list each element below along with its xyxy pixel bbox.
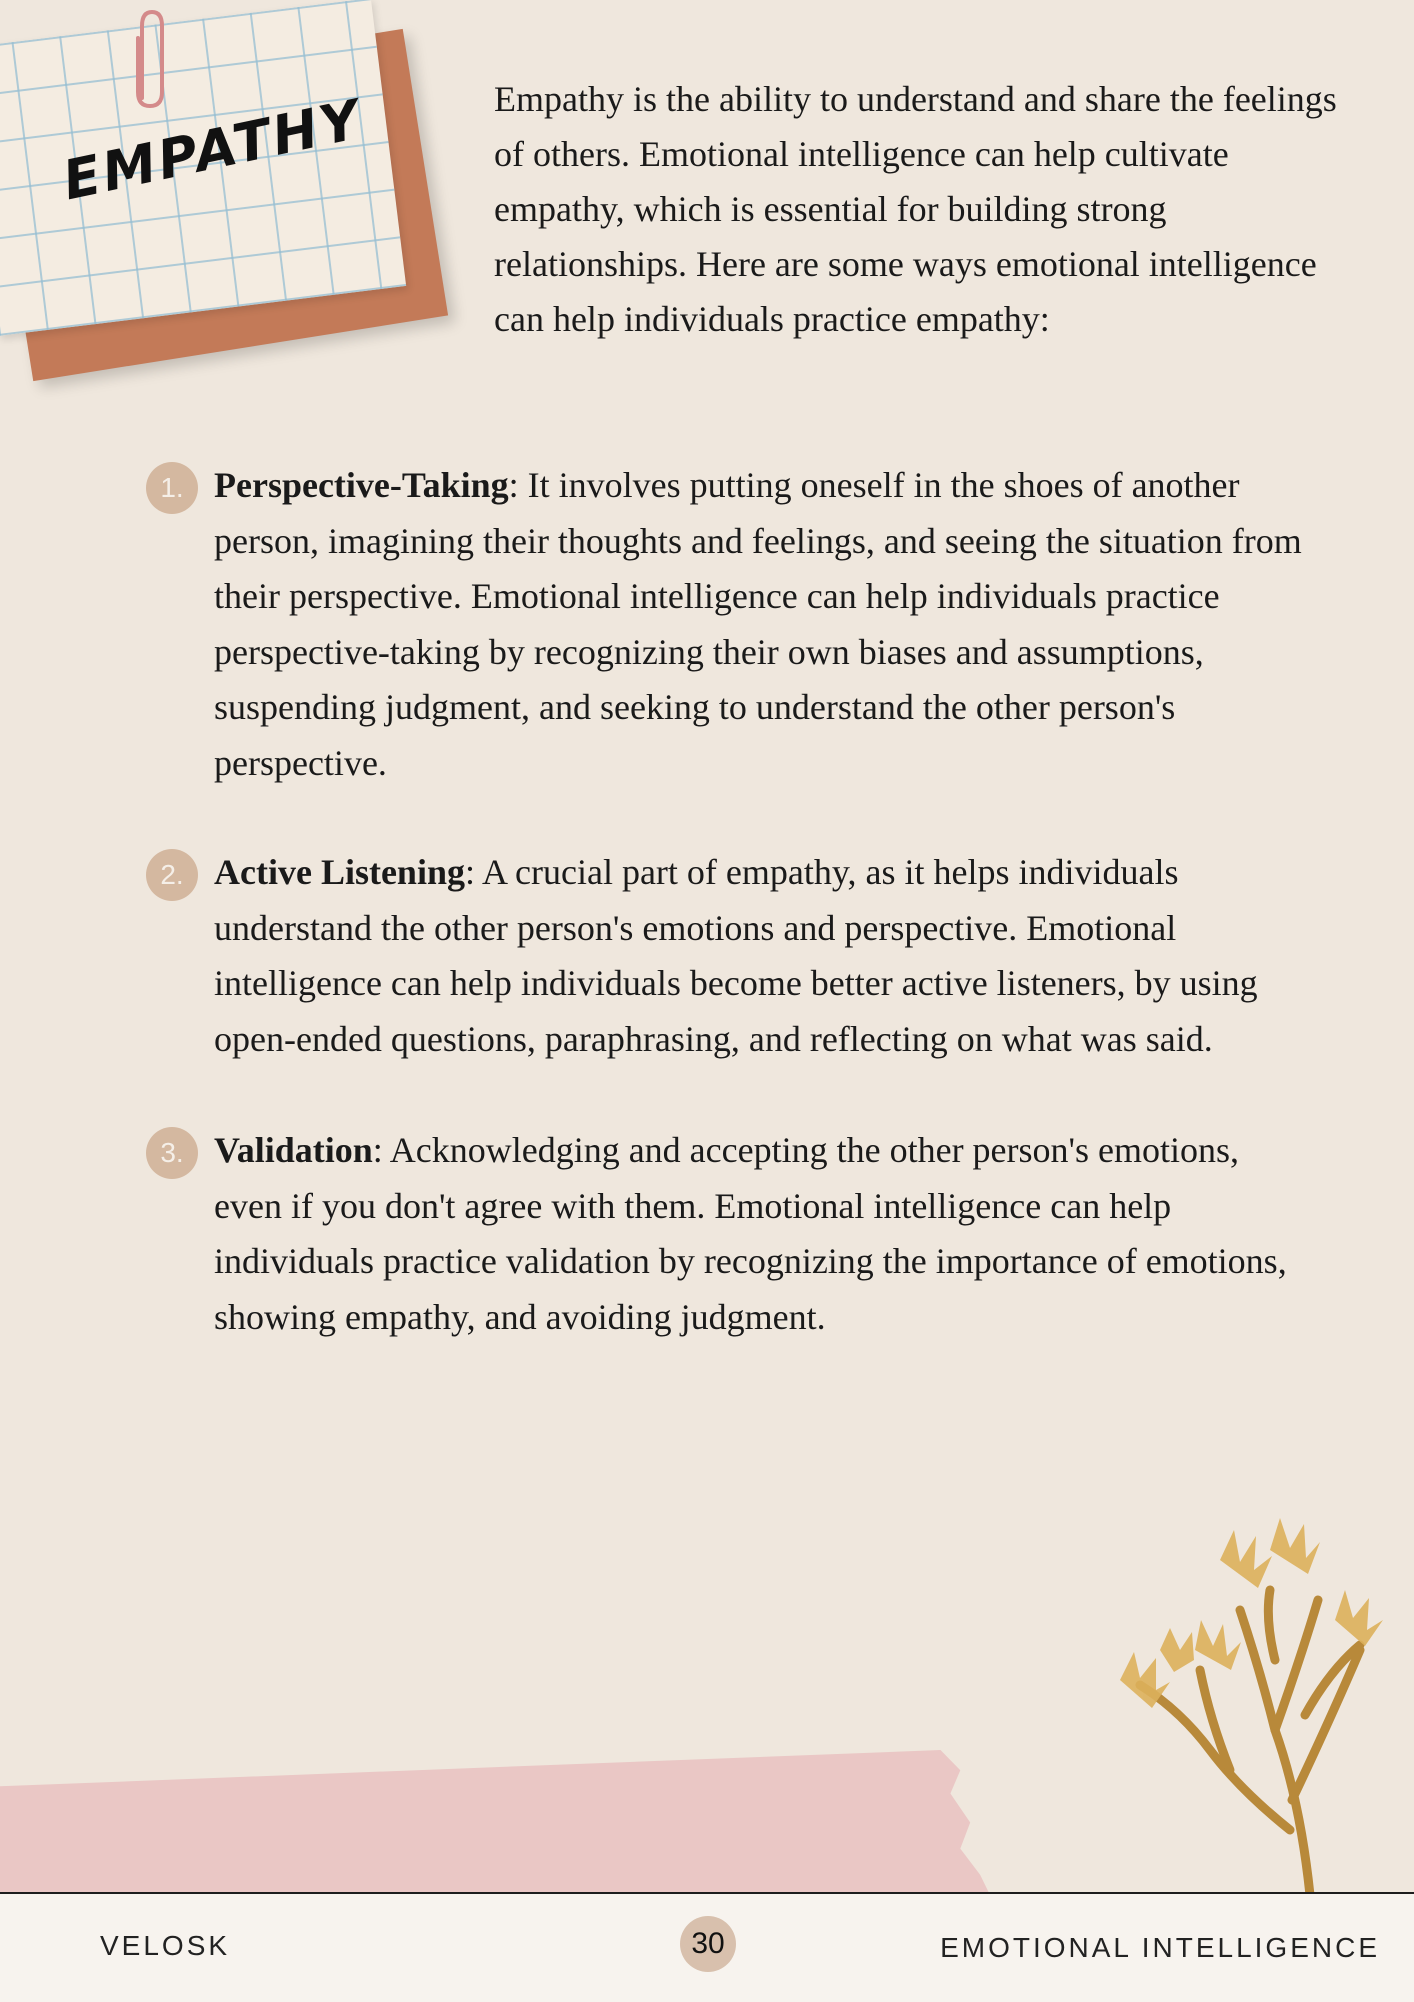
list-item [146, 458, 1306, 791]
item-text [214, 458, 1306, 791]
item-term: Active Listening [214, 852, 465, 892]
paperclip-icon [132, 8, 166, 112]
item-number-badge: 3. [146, 1127, 198, 1179]
list-item [146, 845, 1306, 1067]
item-number-badge: 2. [146, 849, 198, 901]
page-number-badge: 30 [680, 1916, 736, 1972]
decorative-washi-tape [0, 1750, 990, 1895]
empathy-sticky-note [0, 0, 440, 400]
flower-illustration [1060, 1500, 1414, 1895]
item-description: : A crucial part of empathy, as it helps individuals understand the other person's emotions and perspective. Emotional intelligence can help individuals become better active listeners, by using open-ended questions, paraphrasing, and reflecting on what was said. [214, 852, 1258, 1059]
list-item [146, 1123, 1306, 1345]
footer-section-title: EMOTIONAL INTELLIGENCE [940, 1932, 1380, 1963]
item-description: : Acknowledging and accepting the other person's emotions, even if you don't agree with them. Emotional intelligence can help individuals practice validation by recognizing the importance of emotions, showing empathy, and avoiding judgment. [214, 1130, 1287, 1337]
intro-paragraph: Empathy is the ability to understand and share the feelings of others. Emotional intelligence can help cultivate empathy, which is essential for building strong relationships. Here are some ways emotional intelligence can help individuals practice empathy: [494, 79, 1337, 339]
item-text [214, 1123, 1306, 1345]
item-text [214, 845, 1306, 1067]
item-description: : It involves putting oneself in the shoes of another person, imagining their thoughts and feelings, and seeing the situation from their perspective. Emotional intelligence can help individuals practice perspective-taking by recognizing their own biases and assumptions, suspending judgment, and seeking to understand the other person's perspective. [214, 465, 1302, 783]
item-term: Perspective-Taking [214, 465, 509, 505]
item-number-badge: 1. [146, 462, 198, 514]
empathy-practice-list [146, 458, 1306, 1399]
footer-brand: VELOSK [100, 1930, 231, 1961]
note-title: EMPATHY [57, 87, 368, 213]
page-footer [0, 1892, 1414, 2002]
item-term: Validation [214, 1130, 373, 1170]
